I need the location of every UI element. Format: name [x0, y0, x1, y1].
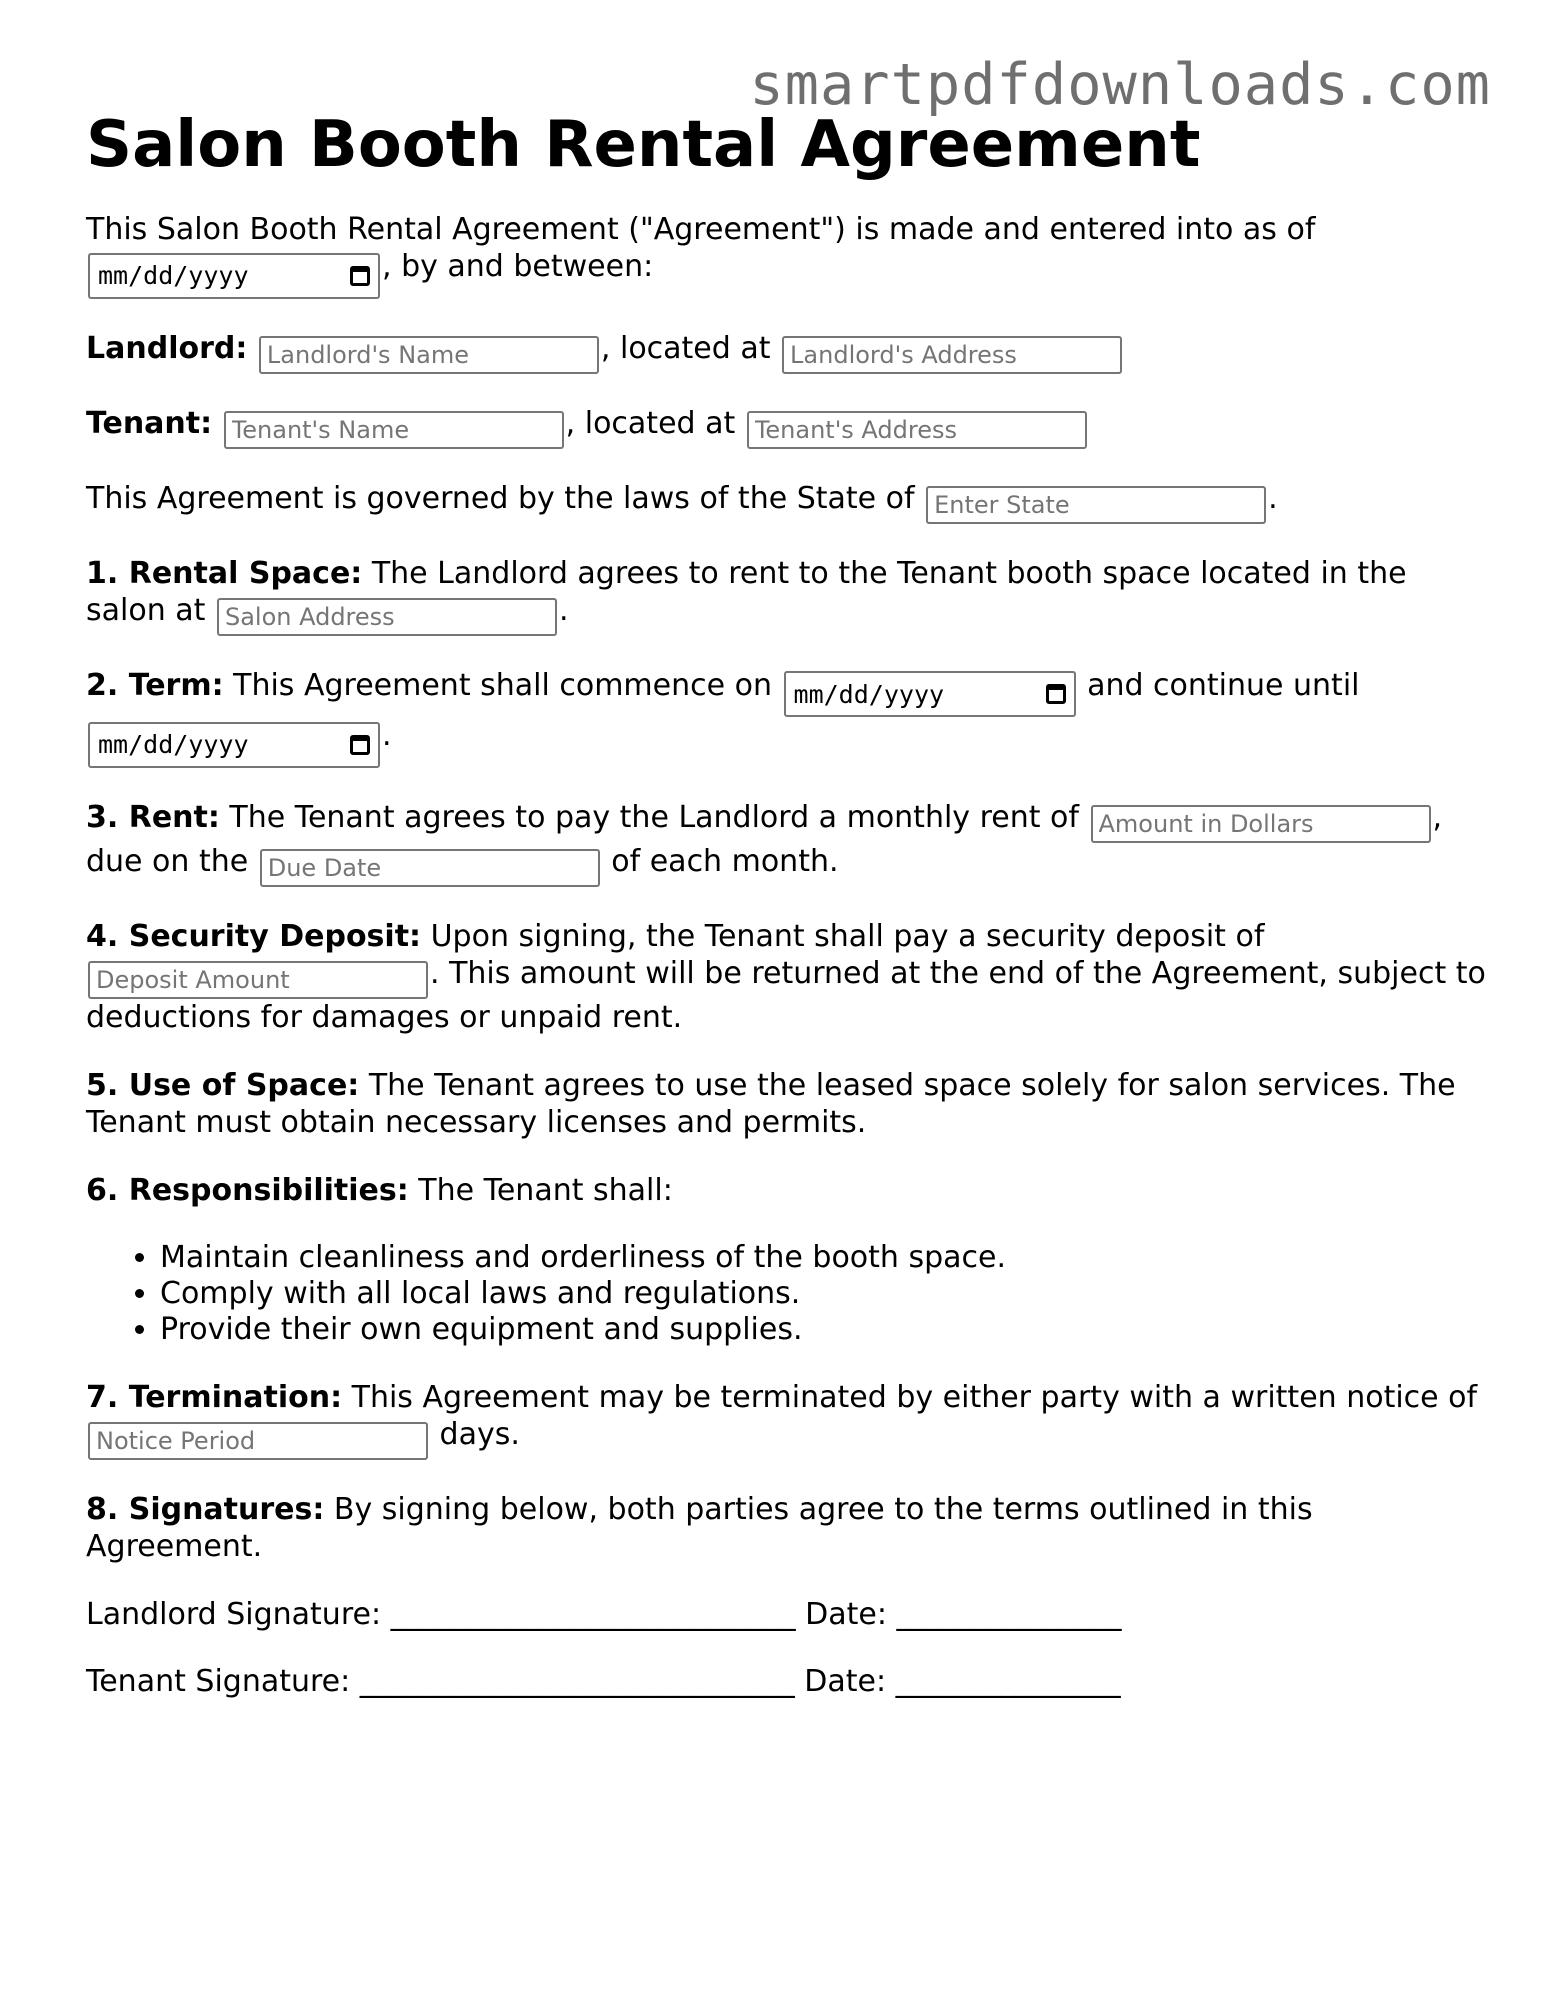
- tenant-signature-line: Tenant Signature: _____________________________ Date: _______________: [86, 1663, 1121, 1699]
- section-7-text-after: days.: [430, 1416, 520, 1452]
- section-2-text-after: .: [382, 718, 392, 753]
- landlord-signature-line: Landlord Signature: ___________________________ Date: _______________: [86, 1596, 1122, 1632]
- section-rental-space: [86, 555, 1486, 636]
- landlord-name-input[interactable]: [259, 336, 599, 374]
- tenant-address-input[interactable]: [747, 411, 1087, 449]
- tenant-label: Tenant:: [86, 405, 213, 441]
- section-6-text: The Tenant shall:: [408, 1172, 673, 1208]
- intro-paragraph: [86, 211, 1486, 299]
- date-placeholder: mm/dd/yyyy: [98, 261, 249, 290]
- notice-period-input[interactable]: [88, 1422, 428, 1460]
- landlord-address-input[interactable]: [782, 336, 1122, 374]
- section-signatures: [86, 1491, 1486, 1565]
- responsibilities-list: [86, 1240, 1486, 1348]
- term-end-date-input[interactable]: [88, 722, 380, 768]
- section-2-heading: 2. Term:: [86, 667, 224, 703]
- landlord-line: [86, 330, 1486, 374]
- section-2-text-mid: and continue until: [1077, 667, 1360, 703]
- section-2-text: This Agreement shall commence on: [223, 667, 772, 703]
- tenant-line: [86, 405, 1486, 449]
- rent-amount-input[interactable]: [1091, 805, 1431, 843]
- calendar-icon[interactable]: [350, 266, 370, 286]
- section-4-text-after: . This amount will be returned at the end of the Agreement, subject to deductions for damages or unpaid rent.: [86, 955, 1486, 1035]
- section-7-heading: 7. Termination:: [86, 1379, 343, 1415]
- calendar-icon[interactable]: [350, 735, 370, 755]
- salon-address-input[interactable]: [217, 598, 557, 636]
- section-1-heading: 1. Rental Space:: [86, 555, 363, 591]
- intro-text: This Salon Booth Rental Agreement ("Agreement") is made and entered into as of: [86, 212, 1316, 247]
- rent-due-date-input[interactable]: [260, 849, 600, 887]
- section-3-text: The Tenant agrees to pay the Landlord a monthly rent of: [219, 799, 1079, 835]
- section-7-text: This Agreement may be terminated by either party with a written notice of: [342, 1379, 1478, 1415]
- governing-text-after: .: [1268, 480, 1278, 516]
- section-1-text: The Landlord agrees to rent to the Tenant booth space located in the salon at: [86, 555, 1407, 628]
- deposit-amount-input[interactable]: [88, 961, 428, 999]
- tenant-name-input[interactable]: [224, 411, 564, 449]
- section-4-text: Upon signing, the Tenant shall pay a security deposit of: [421, 918, 1265, 954]
- section-term: [86, 667, 1486, 768]
- section-8-text: By signing below, both parties agree to the terms outlined in this Agreement.: [86, 1491, 1313, 1564]
- landlord-located-text: , located at: [600, 330, 771, 366]
- list-item: • Maintain cleanliness and orderliness of the booth space.: [160, 1240, 1486, 1276]
- intro-text-after: , by and between:: [382, 249, 654, 284]
- section-4-heading: 4. Security Deposit:: [86, 918, 422, 954]
- tenant-located-text: , located at: [565, 405, 736, 441]
- section-8-heading: 8. Signatures:: [86, 1491, 325, 1527]
- section-security-deposit: [86, 918, 1486, 1036]
- section-3-text-after: of each month.: [601, 843, 839, 879]
- watermark: smartpdfdownloads.com: [749, 52, 1491, 118]
- section-use-of-space: [86, 1067, 1486, 1141]
- governing-text: This Agreement is governed by the laws of the State of: [86, 480, 915, 516]
- page-title: Salon Booth Rental Agreement: [86, 108, 1201, 182]
- landlord-label: Landlord:: [86, 330, 248, 366]
- governing-law-line: [86, 480, 1486, 524]
- list-item: • Provide their own equipment and supplies.: [160, 1312, 1486, 1348]
- agreement-date-input[interactable]: [88, 253, 380, 299]
- calendar-icon[interactable]: [1046, 684, 1066, 704]
- agreement-document: [86, 105, 1486, 1730]
- section-3-heading: 3. Rent:: [86, 799, 220, 835]
- section-rent: [86, 799, 1486, 887]
- section-6-heading: 6. Responsibilities:: [86, 1172, 409, 1208]
- section-1-text-after: .: [558, 592, 569, 628]
- date-placeholder: mm/dd/yyyy: [793, 679, 945, 709]
- section-5-heading: 5. Use of Space:: [86, 1067, 360, 1103]
- date-placeholder: mm/dd/yyyy: [98, 730, 249, 759]
- section-responsibilities: [86, 1172, 1486, 1209]
- section-5-text: The Tenant agrees to use the leased space solely for salon services. The Tenant must obtain necessary licenses and permits.: [86, 1067, 1456, 1140]
- section-termination: [86, 1379, 1486, 1460]
- term-start-date-input[interactable]: [784, 671, 1076, 717]
- state-input[interactable]: [926, 486, 1266, 524]
- section-3-text-mid: , due on the: [86, 799, 1443, 879]
- list-item: • Comply with all local laws and regulations.: [160, 1276, 1486, 1312]
